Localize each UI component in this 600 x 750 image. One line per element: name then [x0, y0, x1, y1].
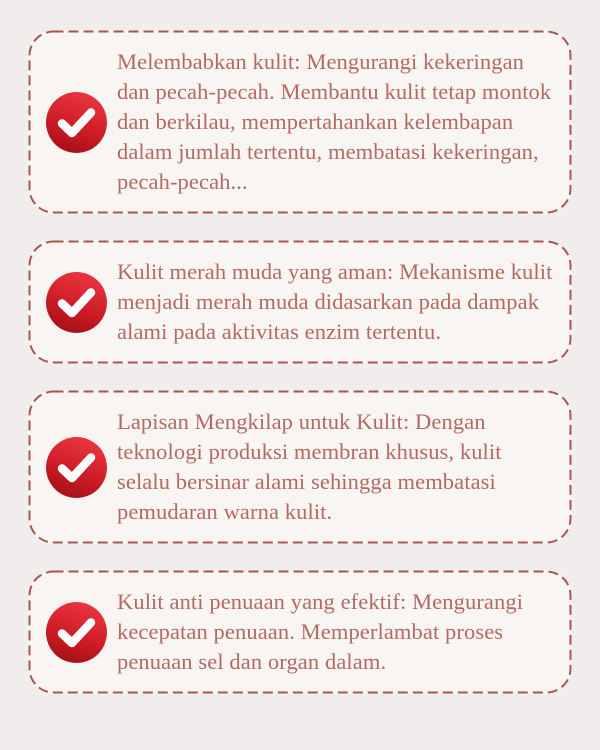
benefit-card-pink-skin [28, 240, 572, 364]
benefit-text: Lapisan Mengkilap untuk Kulit: Dengan teknologi produksi membran khusus, kulit selalu bersinar alami sehingga membatasi pemudaran warna kulit. [117, 409, 502, 524]
benefit-text: Kulit merah muda yang aman: Mekanisme kulit menjadi merah muda didasarkan pada dampak alami pada aktivitas enzim tertentu. [117, 259, 553, 344]
check-icon [46, 272, 107, 333]
check-icon [46, 92, 107, 153]
benefit-card-anti-aging [28, 570, 572, 694]
benefit-card-moisturize [28, 30, 572, 214]
benefit-text: Melembabkan kulit: Mengurangi kekeringan dan pecah-pecah. Membantu kulit tetap montok dan berkilau, mempertahankan kelembapan dalam jumlah tertentu, membatasi kekeringan, pecah-pecah... [117, 49, 552, 194]
check-icon [46, 437, 107, 498]
benefit-text: Kulit anti penuaan yang efektif: Mengurangi kecepatan penuaan. Memperlambat proses penuaan sel dan organ dalam. [117, 589, 524, 674]
benefit-card-shiny-layer [28, 390, 572, 544]
check-icon [46, 602, 107, 663]
